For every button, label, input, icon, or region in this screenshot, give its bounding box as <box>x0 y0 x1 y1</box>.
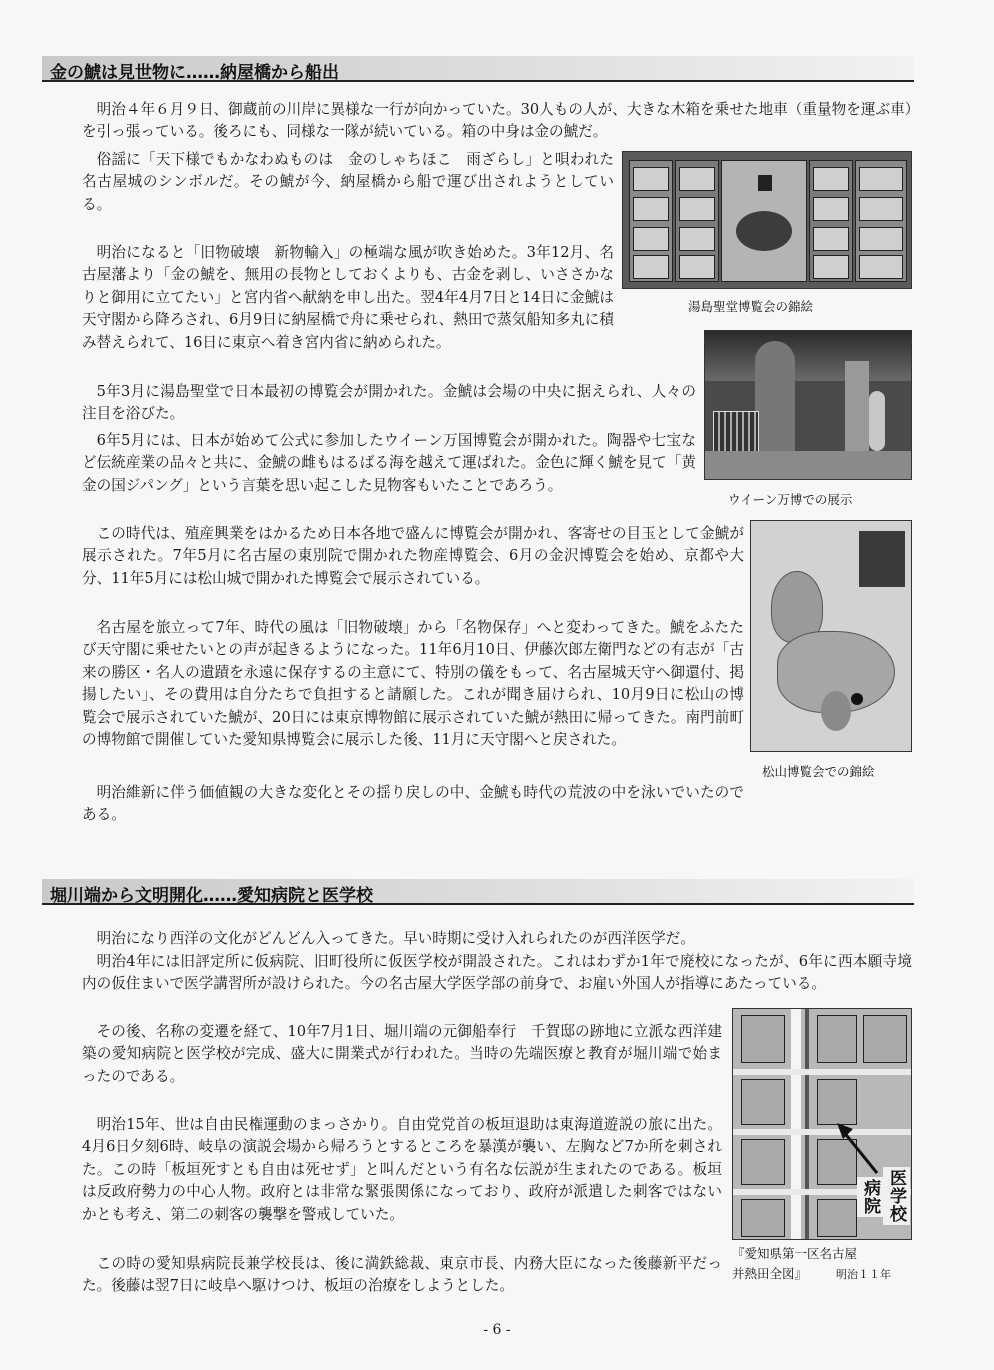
figure-matsuyama-nishiki-e <box>750 520 912 782</box>
paragraph: 明治になると「旧物破壊 新物輸入」の極端な風が吹き始めた。3年12月、名古屋藩より「金の鯱を、無用の長物としておくよりも、古金を剥し、いささかなりと御用に立てたい」と宮内省へ献納を申し出た。翌4年4月7日と14日に金鯱は天守閣から降ろされ、6月9日に納屋橋で舟に乗せられ、熱田で蒸気船知多丸に積み替えられて、16日に東京へ着き宮内省に納められた。 <box>82 244 614 351</box>
matsuyama-shachi-image <box>750 520 912 752</box>
caption-fig4-line2: 并熱田全図』 <box>732 1266 808 1281</box>
paragraph: 明治維新に伴う価値観の大きな変化とその揺り戻しの中、金鯱も時代の荒波の中を泳いでいたのである。 <box>82 784 744 824</box>
section-title-1: 金の鯱は見世物に……納屋橋から船出 <box>50 63 339 83</box>
caption-fig4-line1: 『愛知県第一区名古屋 <box>732 1246 858 1261</box>
map-label-medical-school: 医学校 <box>883 1167 910 1225</box>
figure-map <box>732 1008 914 1288</box>
paragraph: 明治15年、世は自由民権運動のまっさかり。自由党党首の板垣退助は東海道遊説の旅に出た。4月6日夕刻6時、岐阜の演説会場から帰ろうとするところを暴漢が襲い、左胸など7か所を刺された。この時「板垣死すとも自由は死せず」と叫んだという有名な伝説が生まれたのである。板垣は反政府勢力の中心人物。政府とは非常な緊張関係になっており、政府が派遣した刺客ではないかとも考え、第二の刺客の襲撃を警戒していた。 <box>82 1116 722 1223</box>
section-header-2 <box>42 879 914 905</box>
page-number: - 6 - <box>483 1322 511 1338</box>
map-label-hospital: 病院 <box>857 1177 884 1217</box>
paragraph: 俗謡に「天下様でもかなわぬものは 金のしゃちほこ 雨ざらし」と唄われた名古屋城のシンボルだ。その鯱が今、納屋橋から船で運び出されようとしている。 <box>82 151 614 213</box>
caption-fig4-year: 明治１１年 <box>836 1268 891 1281</box>
caption-fig2: ウイーン万博での展示 <box>728 492 853 507</box>
caption-fig3: 松山博覧会での錦絵 <box>762 764 875 779</box>
section-title-2: 堀川端から文明開化……愛知病院と医学校 <box>50 886 373 906</box>
caption-fig1: 湯島聖堂博覧会の錦絵 <box>688 299 814 314</box>
paragraph: この時の愛知県病院長兼学校長は、後に満鉄総裁、東京市長、内務大臣になった後藤新平だった。後藤は翌7日に岐阜へ駆けつけ、板垣の治療をしようとした。 <box>82 1255 722 1295</box>
section-header-1 <box>42 56 914 82</box>
paragraph: 明治４年６月９日、御蔵前の川岸に異様な一行が向かっていた。30人もの人が、大きな木箱を乗せた地車（重量物を運ぶ車）を引っ張っている。後ろにも、同様な一隊が続いている。箱の中身は金の鯱だ。 <box>82 101 912 141</box>
arrow-icon <box>833 1119 883 1179</box>
paragraph: 明治になり西洋の文化がどんどん入ってきた。早い時期に受け入れられたのが西洋医学だ。 <box>96 930 695 947</box>
paragraph: 明治4年には旧評定所に仮病院、旧町役所に仮医学校が開設された。これはわずか1年で廃校になったが、6年に西本願寺境内の仮住まいで医学講習所が設けられた。今の名古屋大学医学部の前身で、お雇い外国人が指導にあたっている。 <box>82 953 912 993</box>
paragraph: その後、名称の変遷を経て、10年7月1日、堀川端の元御船奉行 千賀邸の跡地に立派な西洋建築の愛知病院と医学校が完成、盛大に開業式が行われた。当時の先端医療と教育が堀川端で始まったのである。 <box>82 1023 722 1085</box>
paragraph: 6年5月には、日本が始めて公式に参加したウイーン万国博覧会が開かれた。陶器や七宝など伝統産業の品々と共に、金鯱の雌もはるばる海を越えて運ばれた。金色に輝く鯱を見て「黄金の国ジパング」という言葉を思い起こした見物客もいたことであろう。 <box>82 432 696 494</box>
vienna-expo-photo <box>704 330 912 480</box>
figure-vienna-expo <box>704 330 912 512</box>
paragraph: この時代は、殖産興業をはかるため日本各地で盛んに博覧会が開かれ、客寄せの目玉として金鯱が展示された。7年5月に名古屋の東別院で開かれた物産博覧会、6月の金沢博覧会を始め、京都や大分、11年5月には松山城で開かれた博覧会で展示されている。 <box>82 525 744 587</box>
paragraph: 5年3月に湯島聖堂で日本最初の博覧会が開かれた。金鯱は会場の中央に据えられ、人々の注目を浴びた。 <box>82 383 696 423</box>
figure-yushima-nishiki-e <box>622 151 912 321</box>
map-image <box>732 1008 912 1240</box>
paragraph: 名古屋を旅立って7年、時代の風は「旧物破壊」から「名物保存」へと変わってきた。鯱をふたたび天守閣に乗せたいとの声が起きるようになった。11年6月10日、伊藤次郎左衛門などの有志が「古来の勝区・名人の遺蹟を永遠に保存するの主意にて、特別の儀をもって、名古屋城天守へ御還付、掲揚したい」、その費用は自分たちで負担すると請願した。これが聞き届けられ、10月9日に松山の博覧会で展示されていた鯱が、20日には東京博物館に展示されていた鯱が熱田に帰ってきた。南門前町の博物館で開催していた愛知県博覧会に展示した後、11月に天守閣へと戻された。 <box>82 619 744 749</box>
folding-screen-image <box>622 151 912 289</box>
